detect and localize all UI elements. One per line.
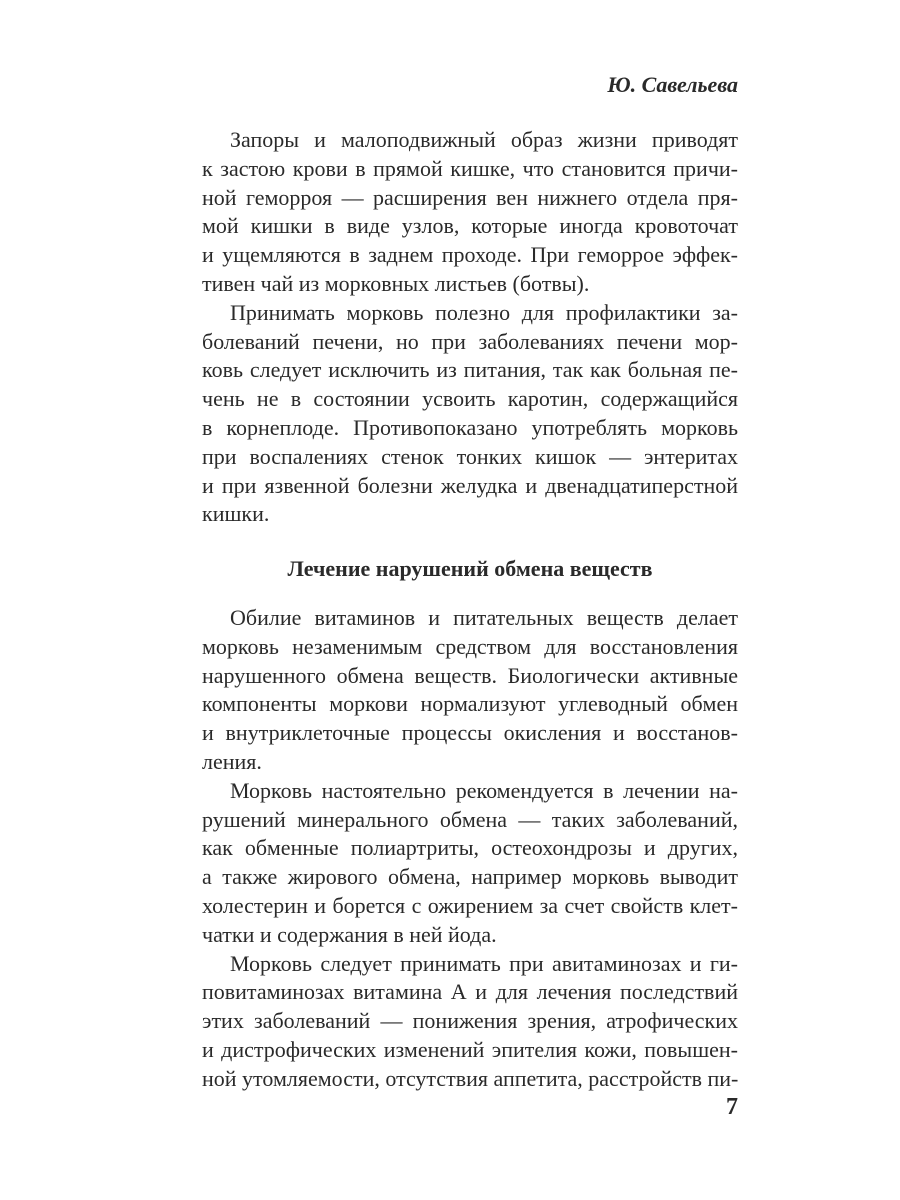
text-line: Морковь следует принимать при авитаминозах и ги- — [230, 950, 738, 976]
text-line: и дистрофических изменений эпителия кожи, повышен- — [202, 1036, 738, 1062]
section-1-body — [202, 126, 738, 529]
text-line: а также жирового обмена, например морковь выводит — [202, 864, 738, 890]
page-number: 7 — [726, 1094, 738, 1120]
text-line: холестерин и борется с ожирением за счет свойств клет- — [202, 892, 738, 918]
text-line: морковь незаменимым средством для восстановления — [202, 633, 738, 659]
text-line: как обменные полиартриты, остеохондрозы и других, — [202, 835, 738, 861]
text-line: ковь следует исключить из питания, так как больная пе- — [202, 357, 738, 383]
paragraph — [202, 950, 738, 1094]
text-line: кишки. — [202, 501, 270, 527]
text-line: Морковь настоятельно рекомендуется в лечении на- — [230, 777, 738, 803]
text-line: нарушенного обмена веществ. Биологически активные — [202, 662, 738, 688]
text-line: при воспалениях стенок тонких кишок — энтеритах — [202, 443, 738, 469]
text-line: чатки и содержания в ней йода. — [202, 921, 497, 947]
text-line: болеваний печени, но при заболеваниях печени мор- — [202, 328, 738, 354]
text-line: Запоры и малоподвижный образ жизни приводят — [230, 127, 738, 152]
text-line: ления. — [202, 748, 262, 774]
paragraph — [202, 299, 738, 529]
text-line: повитаминозах витамина А и для лечения последствий — [202, 979, 738, 1005]
text-line: Обилие витаминов и питательных веществ делает — [230, 605, 738, 630]
section-heading: Лечение нарушений обмена веществ — [287, 556, 653, 581]
text-line: рушений минерального обмена — таких заболеваний, — [202, 806, 738, 832]
text-line: к застою крови в прямой кишке, что становится причи- — [202, 155, 738, 181]
section-2-body — [202, 604, 738, 1094]
text-line: этих заболеваний — понижения зрения, атрофических — [202, 1008, 738, 1034]
running-header-author: Ю. Савельева — [607, 72, 738, 97]
text-line: и при язвенной болезни желудка и двенадцатиперстной — [202, 472, 738, 498]
paragraph — [202, 604, 738, 777]
text-line: ной геморроя — расширения вен нижнего отдела пря- — [202, 184, 738, 210]
text-line: чень не в состоянии усвоить каротин, содержащийся — [202, 386, 738, 412]
text-line: ной утомляемости, отсутствия аппетита, расстройств пи- — [202, 1065, 739, 1091]
paragraph — [202, 126, 738, 299]
text-line: и внутриклеточные процессы окисления и восстанов- — [202, 720, 738, 746]
text-line: и ущемляются в заднем проходе. При геморрое эффек- — [202, 242, 738, 268]
text-line: Принимать морковь полезно для профилактики за- — [230, 299, 738, 325]
text-line: тивен чай из морковных листьев (ботвы). — [202, 270, 590, 296]
text-line: мой кишки в виде узлов, которые иногда кровоточат — [202, 213, 738, 239]
paragraph — [202, 777, 738, 950]
text-line: компоненты моркови нормализуют углеводный обмен — [202, 691, 738, 717]
text-line: в корнеплоде. Противопоказано употреблять морковь — [202, 414, 738, 440]
